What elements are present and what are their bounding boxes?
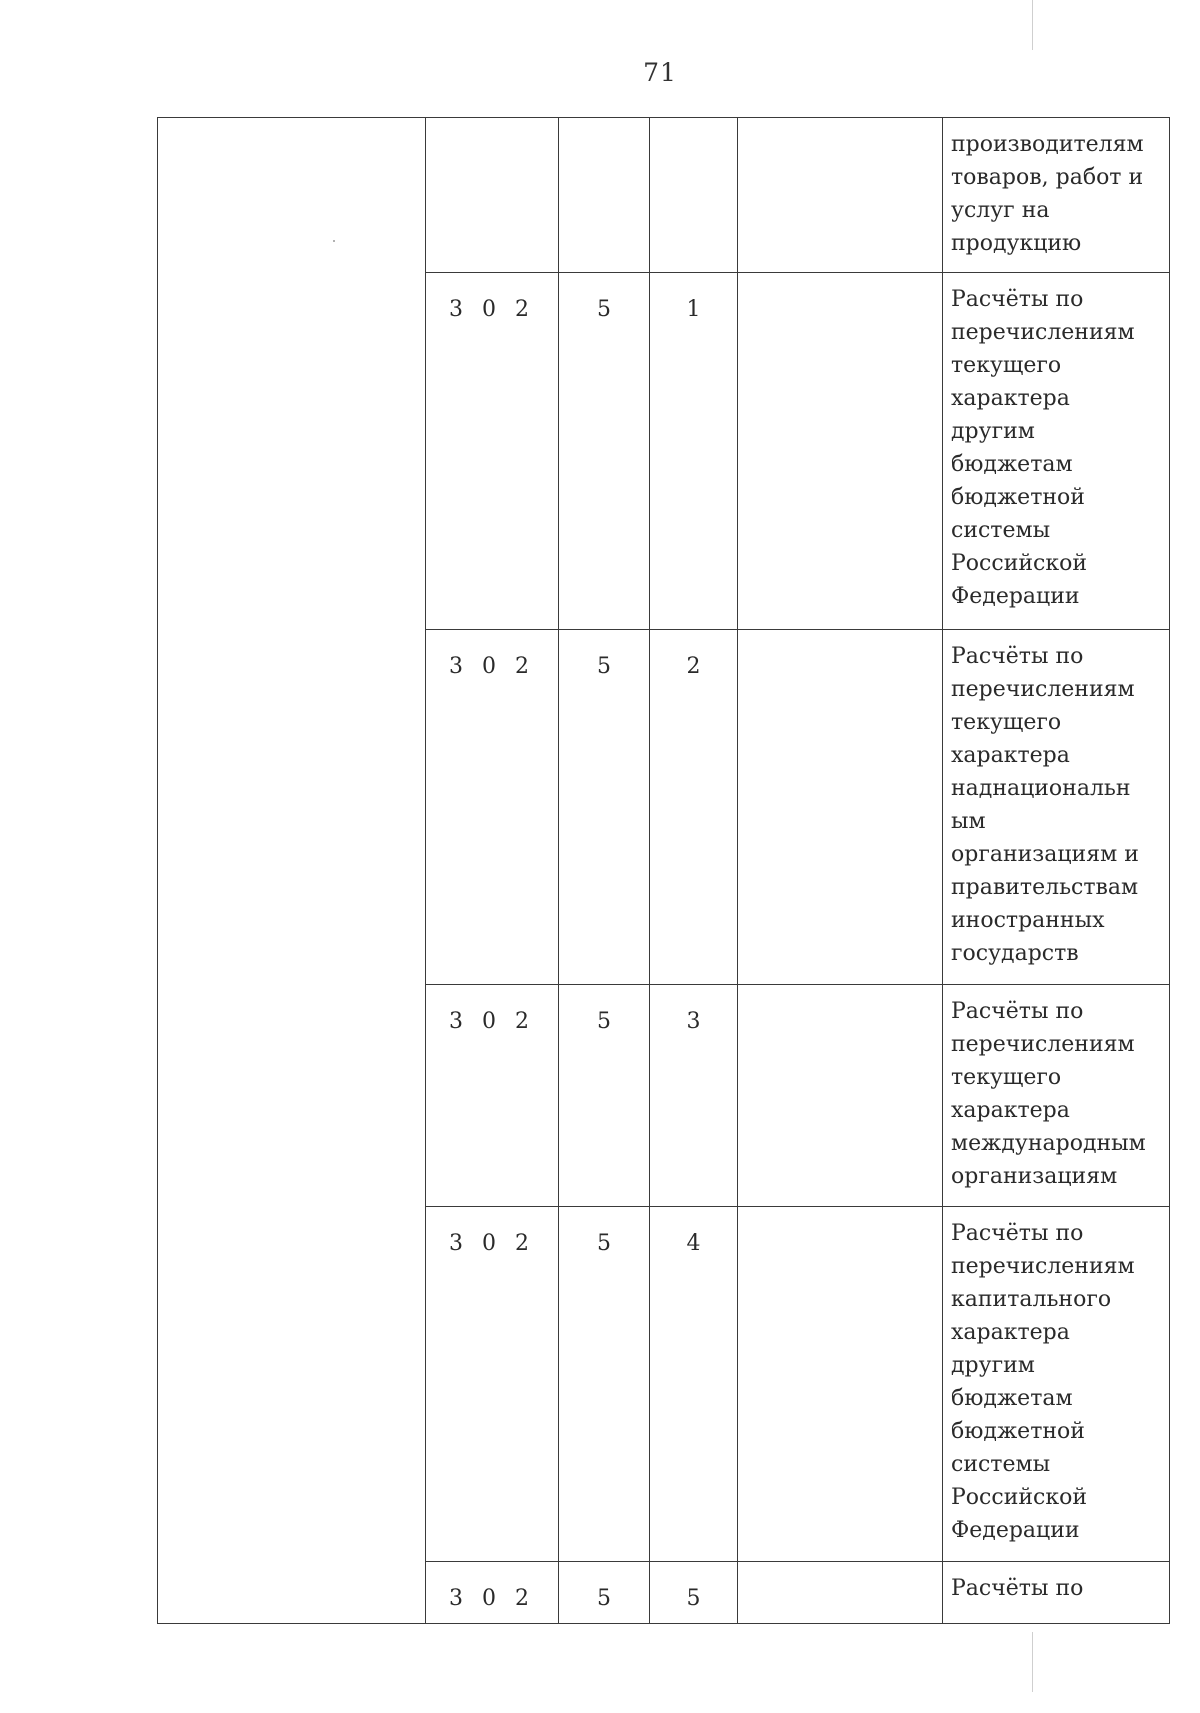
description-line: товаров, работ и <box>951 165 1144 190</box>
group-cell: 5 <box>559 273 650 630</box>
description-line: ым <box>951 809 986 834</box>
description-line: организациям и <box>951 842 1139 867</box>
extra-cell <box>738 985 943 1207</box>
description-line: бюджетам <box>951 452 1073 477</box>
description-cell <box>943 630 1170 985</box>
group-cell <box>559 118 650 273</box>
description-line: другим <box>951 419 1035 444</box>
extra-cell <box>738 273 943 630</box>
account-cell: 3 0 2 <box>426 1562 559 1624</box>
description-line: текущего <box>951 710 1062 735</box>
description-line: продукцию <box>951 231 1082 256</box>
account-cell: 3 0 2 <box>426 273 559 630</box>
merged-left-cell <box>158 118 426 1624</box>
description-line: наднациональн <box>951 776 1131 801</box>
description-line: перечислениям <box>951 677 1135 702</box>
subgroup-cell: 5 <box>650 1562 738 1624</box>
description-line: капитального <box>951 1287 1112 1312</box>
description-line: перечислениям <box>951 320 1135 345</box>
description-line: Российской <box>951 551 1087 576</box>
description-line: организациям <box>951 1164 1118 1189</box>
scan-artifact-top <box>1032 0 1033 50</box>
description-line: характера <box>951 743 1070 768</box>
description-cell <box>943 1562 1170 1624</box>
description-line: Расчёты по <box>951 1221 1084 1246</box>
subgroup-cell: 1 <box>650 273 738 630</box>
description-line: международным <box>951 1131 1146 1156</box>
group-cell: 5 <box>559 985 650 1207</box>
description-line: бюджетам <box>951 1386 1073 1411</box>
description-line: производителям <box>951 132 1144 157</box>
subgroup-cell <box>650 118 738 273</box>
account-cell <box>426 118 559 273</box>
description-cell <box>943 273 1170 630</box>
extra-cell <box>738 1207 943 1562</box>
description-line: услуг на <box>951 198 1050 223</box>
scan-artifact-bottom <box>1032 1632 1033 1692</box>
group-cell: 5 <box>559 1207 650 1562</box>
subgroup-cell: 3 <box>650 985 738 1207</box>
description-line: характера <box>951 386 1070 411</box>
description-line: текущего <box>951 353 1062 378</box>
account-cell: 3 0 2 <box>426 630 559 985</box>
subgroup-cell: 4 <box>650 1207 738 1562</box>
description-line: характера <box>951 1098 1070 1123</box>
extra-cell <box>738 118 943 273</box>
description-cell <box>943 118 1170 273</box>
description-line: Федерации <box>951 584 1080 609</box>
extra-cell <box>738 630 943 985</box>
description-line: системы <box>951 1452 1051 1477</box>
account-cell: 3 0 2 <box>426 985 559 1207</box>
extra-cell <box>738 1562 943 1624</box>
accounts-table <box>157 117 1170 1624</box>
group-cell: 5 <box>559 1562 650 1624</box>
description-line: правительствам <box>951 875 1139 900</box>
description-line: перечислениям <box>951 1032 1135 1057</box>
description-line: Расчёты по <box>951 644 1084 669</box>
subgroup-cell: 2 <box>650 630 738 985</box>
description-line: иностранных <box>951 908 1105 933</box>
description-line: государств <box>951 941 1079 966</box>
description-line: Расчёты по <box>951 1576 1084 1601</box>
page-number: 71 <box>643 58 677 87</box>
description-line: другим <box>951 1353 1035 1378</box>
description-line: текущего <box>951 1065 1062 1090</box>
table-row <box>158 118 1170 273</box>
description-line: Расчёты по <box>951 999 1084 1024</box>
description-cell <box>943 1207 1170 1562</box>
description-line: бюджетной <box>951 485 1085 510</box>
description-line: бюджетной <box>951 1419 1085 1444</box>
account-cell: 3 0 2 <box>426 1207 559 1562</box>
description-cell <box>943 985 1170 1207</box>
description-line: характера <box>951 1320 1070 1345</box>
description-line: Федерации <box>951 1518 1080 1543</box>
description-line: Российской <box>951 1485 1087 1510</box>
group-cell: 5 <box>559 630 650 985</box>
description-line: Расчёты по <box>951 287 1084 312</box>
description-line: системы <box>951 518 1051 543</box>
description-line: перечислениям <box>951 1254 1135 1279</box>
